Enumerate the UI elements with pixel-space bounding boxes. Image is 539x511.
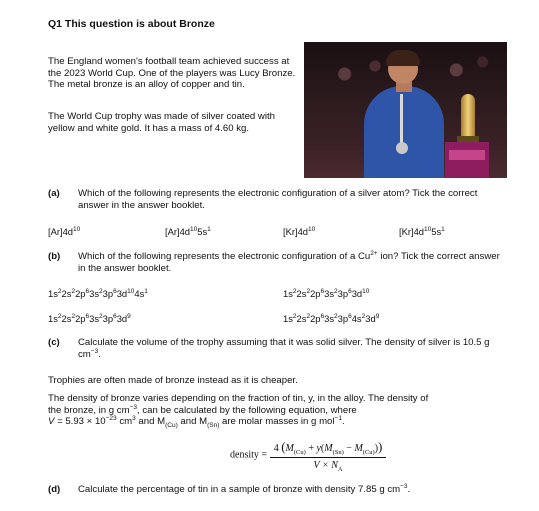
question-d-label: (d) [48,484,61,495]
density-line-3-value: = 5.93 × 10 [54,416,106,428]
question-d-text: Calculate the percentage of tin in a sample of bronze with density 7.85 g $cm^{-3}$. [78,482,411,495]
question-c-text-body: Calculate the volume of the trophy assuming that it was solid silver. The density of silver is 10.5 g cm [78,337,490,360]
intro-paragraph-1: The England women's football team achieved success at the 2023 World Cup. One of the players was Lucy Bronze. The metal bronze is an alloy of copper and tin. [48,56,296,91]
option-a1[interactable]: $[Ar]4d^{10}$ [48,225,81,237]
option-a3[interactable]: $[Kr]4d^{10}$ [283,225,316,237]
option-a2-label: [Ar]4d [165,226,191,237]
option-a1-label: [Ar]4d [48,226,74,237]
density-formula [230,439,386,471]
player-hair [386,50,420,66]
lucy-bronze-trophy-photo [304,42,507,178]
world-cup-trophy [461,94,475,138]
option-b4[interactable]: $1s^22s^22p^63s^23p^64s^23d^9$ [283,312,380,324]
formula-numerator: 4 $(M_{(Cu)} + y(M_{(Sn)} - M_{(Cu)}))$ [270,439,387,458]
player-jersey [364,86,444,178]
option-a3-label: [Kr]4d [283,226,309,237]
formula-denominator-text: V × N [313,460,338,471]
question-a-text: Which of the following represents the electronic configuration of a silver atom? Tick the correct answer in the answer booklet. [78,188,478,211]
density-line-2a: the bronze, in g cm [48,404,130,416]
density-line-2b: , can be calculated by the following equation, where [137,404,357,416]
question-title: Q1 This question is about Bronze [48,18,215,30]
question-d-text-body: Calculate the percentage of tin in a sample of bronze with density 7.85 g cm [78,484,401,495]
question-b-text-post: ion? Tick the correct answer in the answer booklet. [78,251,500,274]
question-c-label: (c) [48,337,60,348]
option-b1[interactable]: $1s^22s^22p^63s^23p^63d^{10}4s^1$ [48,287,148,299]
trophy-podium [445,142,489,178]
formula-lhs: density = [230,449,268,461]
question-c-text: Calculate the volume of the trophy assuming that it was solid silver. The density of silver is 10.5 g $cm^{-3}$. [78,337,490,360]
option-a4[interactable]: $[Kr]4d^{10}5s^1$ [399,225,445,237]
medal [396,142,408,154]
medal-ribbon [400,94,403,144]
density-line-3-v: V [48,416,55,428]
option-b2[interactable]: $1s^22s^22p^63s^23p^63d^{10}$ [283,287,370,299]
question-a-label: (a) [48,188,60,199]
formula-denominator: $V \times N_A$ [313,460,343,473]
bronze-intro-text: Trophies are often made of bronze instead as it is cheaper. [48,375,298,386]
density-line-1: The density of bronze varies depending on the fraction of tin, y, in the alloy. The density of [48,393,429,404]
density-line-3-unit: cm [116,416,133,428]
podium-label-plate [449,150,485,160]
option-a4-label: [Kr]4d [399,226,425,237]
density-line-3-m1: and M [135,416,166,428]
question-b-text: Which of the following represents the electronic configuration of a $Cu^{2+}$ ion? Tick the correct answer in the answer booklet. [78,249,500,274]
option-a2[interactable]: $[Ar]4d^{10}5s^1$ [165,225,211,237]
formula-fraction [270,439,387,471]
intro-paragraph-2: The World Cup trophy was made of silver coated with yellow and white gold. It has a mass of 4.60 kg. [48,111,275,134]
density-description: The density of bronze varies depending on the fraction of tin, y, in the alloy. The density of the bronze, in g $cm^{-3}$, can be calculated by the following equation, where $V = 5.93 \times 10^{-23}$ $cm^3$ and $M_{(Cu)}$ and $M_{(Sn)}$ are molar masses in g mol$^{-1}$. [48,393,429,430]
question-b-label: (b) [48,251,61,262]
question-b-text-pre: Which of the following represents the electronic configuration of a Cu [78,251,371,262]
density-line-3-m2: and M [177,416,208,428]
option-b3[interactable]: $1s^22s^22p^63s^23p^63d^9$ [48,312,131,324]
density-line-3-tail: are molar masses in g mol [219,416,335,428]
